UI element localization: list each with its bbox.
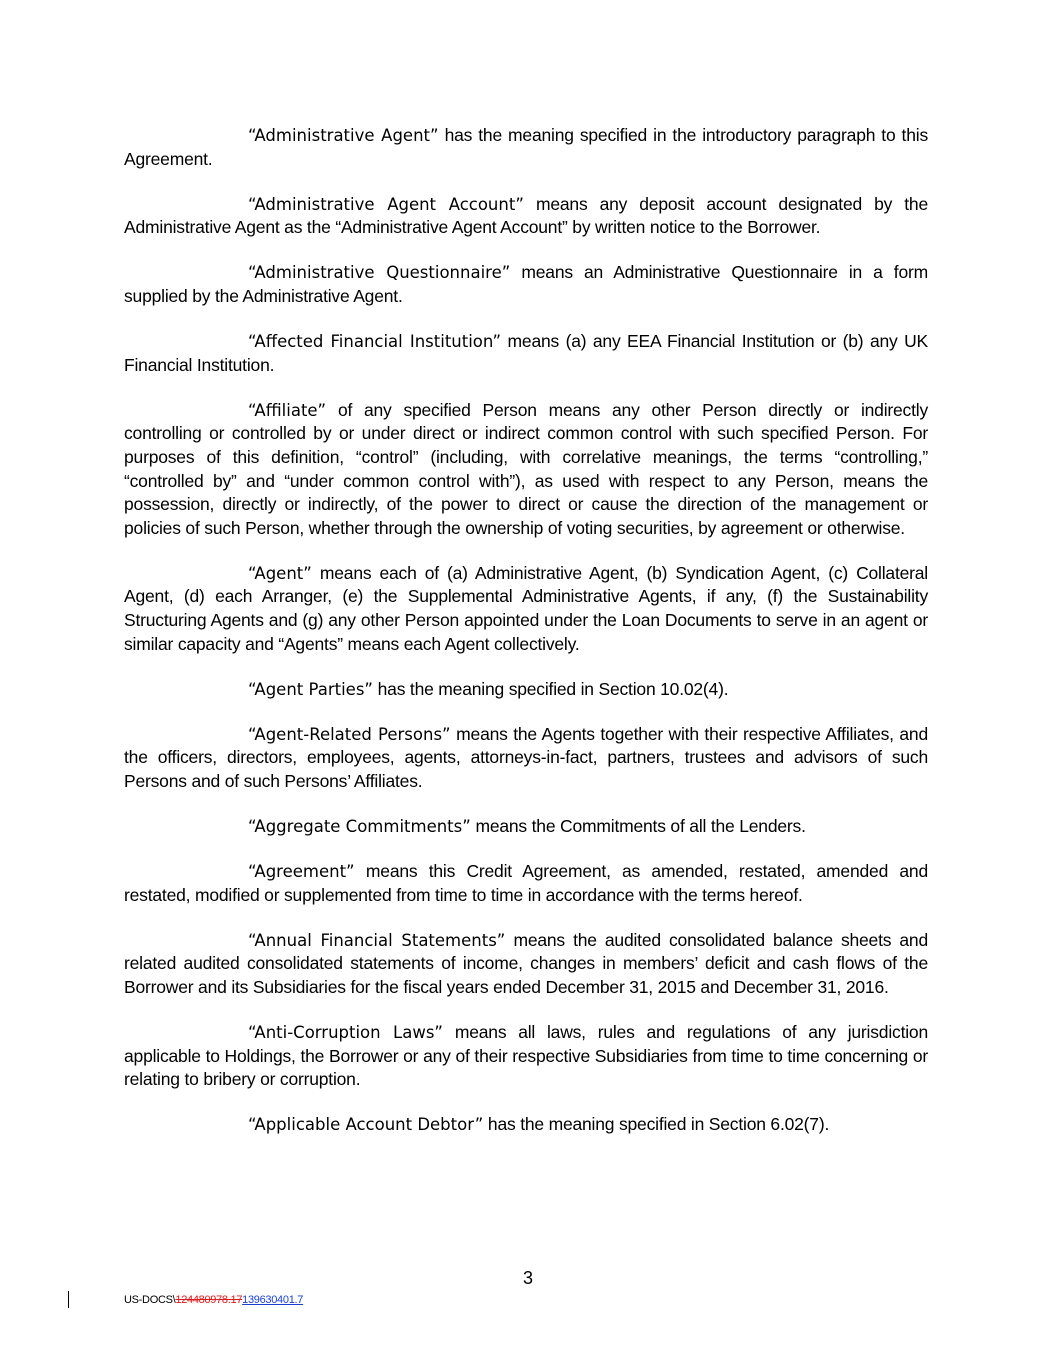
- defined-term: “Agent”: [248, 563, 312, 583]
- definition-text: means (a) any EEA Financial Institution or (b) any UK Financial Institution.: [124, 331, 928, 375]
- definition-text: means this Credit Agreement, as amended, restated, amended and restated, modified or supplemented from time to time in accordance with the terms hereof.: [124, 861, 928, 905]
- deleted-doc-id: 124480978.17: [175, 1294, 243, 1306]
- definition-text: means each of (a) Administrative Agent, (b) Syndication Agent, (c) Collateral Agent, (d) each Arranger, (e) the Supplemental Administrative Agents, if any, (f) the Sustainability Structuring Agents and (g) any other Person appointed under the Loan Documents to serve in an agent or similar capacity and “Agents” means each Agent collectively.: [124, 562, 928, 654]
- definition-paragraph: [124, 399, 928, 541]
- doc-id-prefix: US-DOCS\: [124, 1294, 176, 1306]
- defined-term: “Administrative Agent”: [248, 126, 439, 145]
- definition-text: means an Administrative Questionnaire in a form supplied by the Administrative Agent.: [124, 262, 928, 306]
- defined-term: “Anti-Corruption Laws”: [248, 1023, 443, 1043]
- definition-text: has the meaning specified in the introductory paragraph to this Agreement.: [124, 125, 928, 169]
- defined-term: “Agent Parties”: [248, 679, 373, 699]
- defined-term: “Administrative Agent Account”: [248, 194, 524, 214]
- inserted-doc-id: 139630401.7: [242, 1294, 304, 1306]
- defined-term: “Agent-Related Persons”: [248, 724, 451, 744]
- definition-text: of any specified Person means any other Person directly or indirectly controlling or controlled by or under direct or indirect common control with such specified Person. For purposes of this definition, “control” (including, with correlative meanings, the terms “controlling,” “controlled by” and “under common control with”), as used with respect to any Person, means the possession, directly or indirectly, of the power to direct or cause the direction of the management or policies of such Person, whether through the ownership of voting securities, by agreement or otherwise.: [124, 399, 928, 538]
- definition-paragraph: [124, 860, 928, 907]
- definition-paragraph: [124, 261, 928, 308]
- defined-term: “Affiliate”: [248, 400, 327, 420]
- definitions-section: [124, 124, 928, 1159]
- definition-text: means any deposit account designated by the Administrative Agent as the “Administrative Agent Account” by written notice to the Borrower.: [124, 193, 928, 238]
- definition-paragraph: [124, 678, 928, 702]
- definition-paragraph: [124, 815, 928, 839]
- definition-paragraph: [124, 1113, 928, 1137]
- defined-term: “Administrative Questionnaire”: [248, 263, 511, 283]
- definition-paragraph: [124, 562, 928, 656]
- definition-text: means the Commitments of all the Lenders.: [470, 816, 806, 837]
- definition-paragraph: [124, 723, 928, 794]
- definition-paragraph: [124, 330, 928, 377]
- defined-term: “Applicable Account Debtor”: [248, 1115, 484, 1135]
- definition-paragraph: [124, 124, 928, 171]
- defined-term: “Affected Financial Institution”: [248, 332, 502, 352]
- definition-text: has the meaning specified in Section 10.02(4).: [372, 678, 729, 699]
- defined-term: “Aggregate Commitments”: [248, 817, 471, 837]
- document-id-footer: [124, 1294, 303, 1306]
- definition-text: means the audited consolidated balance sheets and related audited consolidated statements of income, changes in members’ deficit and cash flows of the Borrower and its Subsidiaries for the fiscal years ended December 31, 2015 and December 31, 2016.: [124, 929, 928, 998]
- definition-paragraph: [124, 193, 928, 240]
- definition-text: has the meaning specified in Section 6.02(7).: [483, 1114, 830, 1135]
- definition-paragraph: [124, 929, 928, 1000]
- defined-term: “Agreement”: [248, 862, 355, 882]
- definition-text: means the Agents together with their respective Affiliates, and the officers, directors, employees, agents, attorneys-in-fact, partners, trustees and advisors of such Persons and of such Persons’ Affiliates.: [124, 723, 928, 791]
- page-number: 3: [522, 1268, 533, 1288]
- definition-text: means all laws, rules and regulations of any jurisdiction applicable to Holdings, the Borrower or any of their respective Subsidiaries from time to time concerning or relating to bribery or corruption.: [124, 1022, 928, 1090]
- revision-change-bar: [68, 1291, 69, 1308]
- defined-term: “Annual Financial Statements”: [248, 930, 506, 950]
- definition-paragraph: [124, 1021, 928, 1092]
